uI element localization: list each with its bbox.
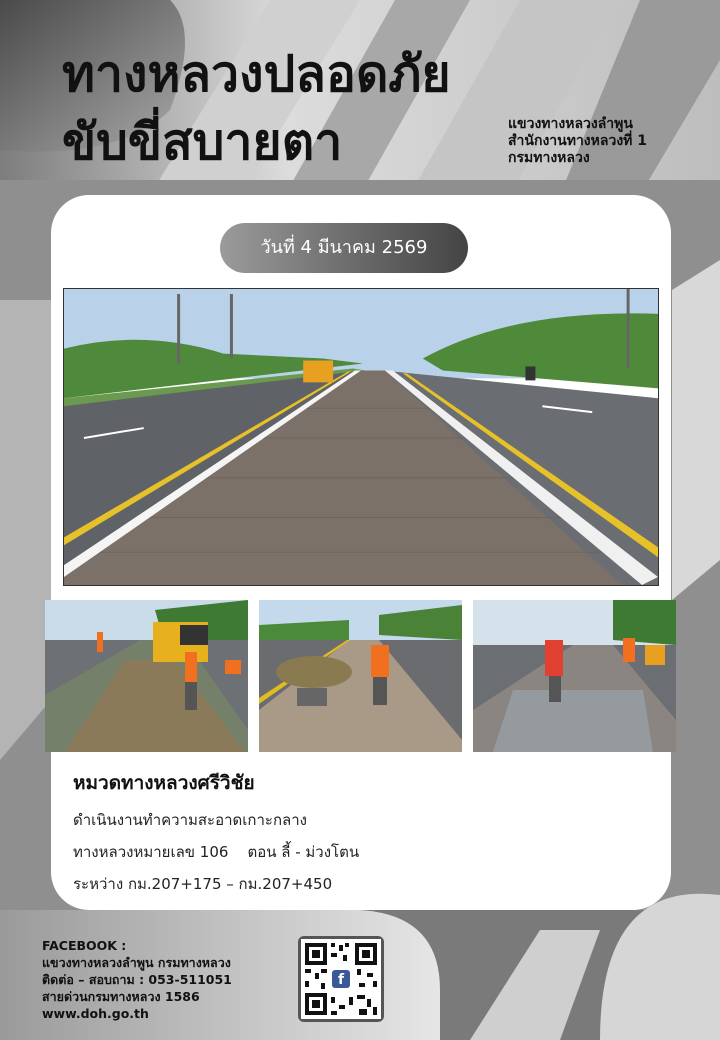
main-photo [63, 288, 659, 586]
highway-segment: ทางหลวงหมายเลข 106 ตอน ลี้ - ม่วงโตน [73, 843, 360, 861]
contact-phone: ติดต่อ – สอบถาม : 053-511051 [42, 972, 232, 987]
work-photo-1 [45, 600, 248, 752]
facebook-page-name[interactable]: แขวงทางหลวงลำพูน กรมทางหลวง [42, 955, 231, 970]
work-photo-2 [259, 600, 462, 752]
website-link[interactable]: www.doh.go.th [42, 1006, 149, 1021]
org-department: กรมทางหลวง [508, 150, 590, 166]
org-office: สำนักงานทางหลวงที่ 1 [508, 133, 647, 149]
hotline: สายด่วนกรมทางหลวง 1586 [42, 989, 200, 1004]
kilometer-range: ระหว่าง กม.207+175 – กม.207+450 [73, 875, 333, 893]
organization-block [508, 116, 713, 167]
title-line-2: ขับขี่สบายตา [62, 113, 343, 171]
date-badge: วันที่ 4 มีนาคม 2569 [220, 223, 468, 273]
facebook-icon: f [332, 970, 350, 988]
contact-block [42, 937, 302, 1022]
qr-code-icon[interactable] [298, 936, 384, 1022]
task-description: ดำเนินงานทำความสะอาดเกาะกลาง [73, 811, 307, 829]
org-district: แขวงทางหลวงลำพูน [508, 116, 633, 132]
facebook-label: FACEBOOK : [42, 938, 127, 953]
title-line-1: ทางหลวงปลอดภัย [62, 45, 451, 103]
work-photo-3 [473, 600, 676, 752]
unit-heading: หมวดทางหลวงศรีวิชัย [73, 772, 255, 794]
